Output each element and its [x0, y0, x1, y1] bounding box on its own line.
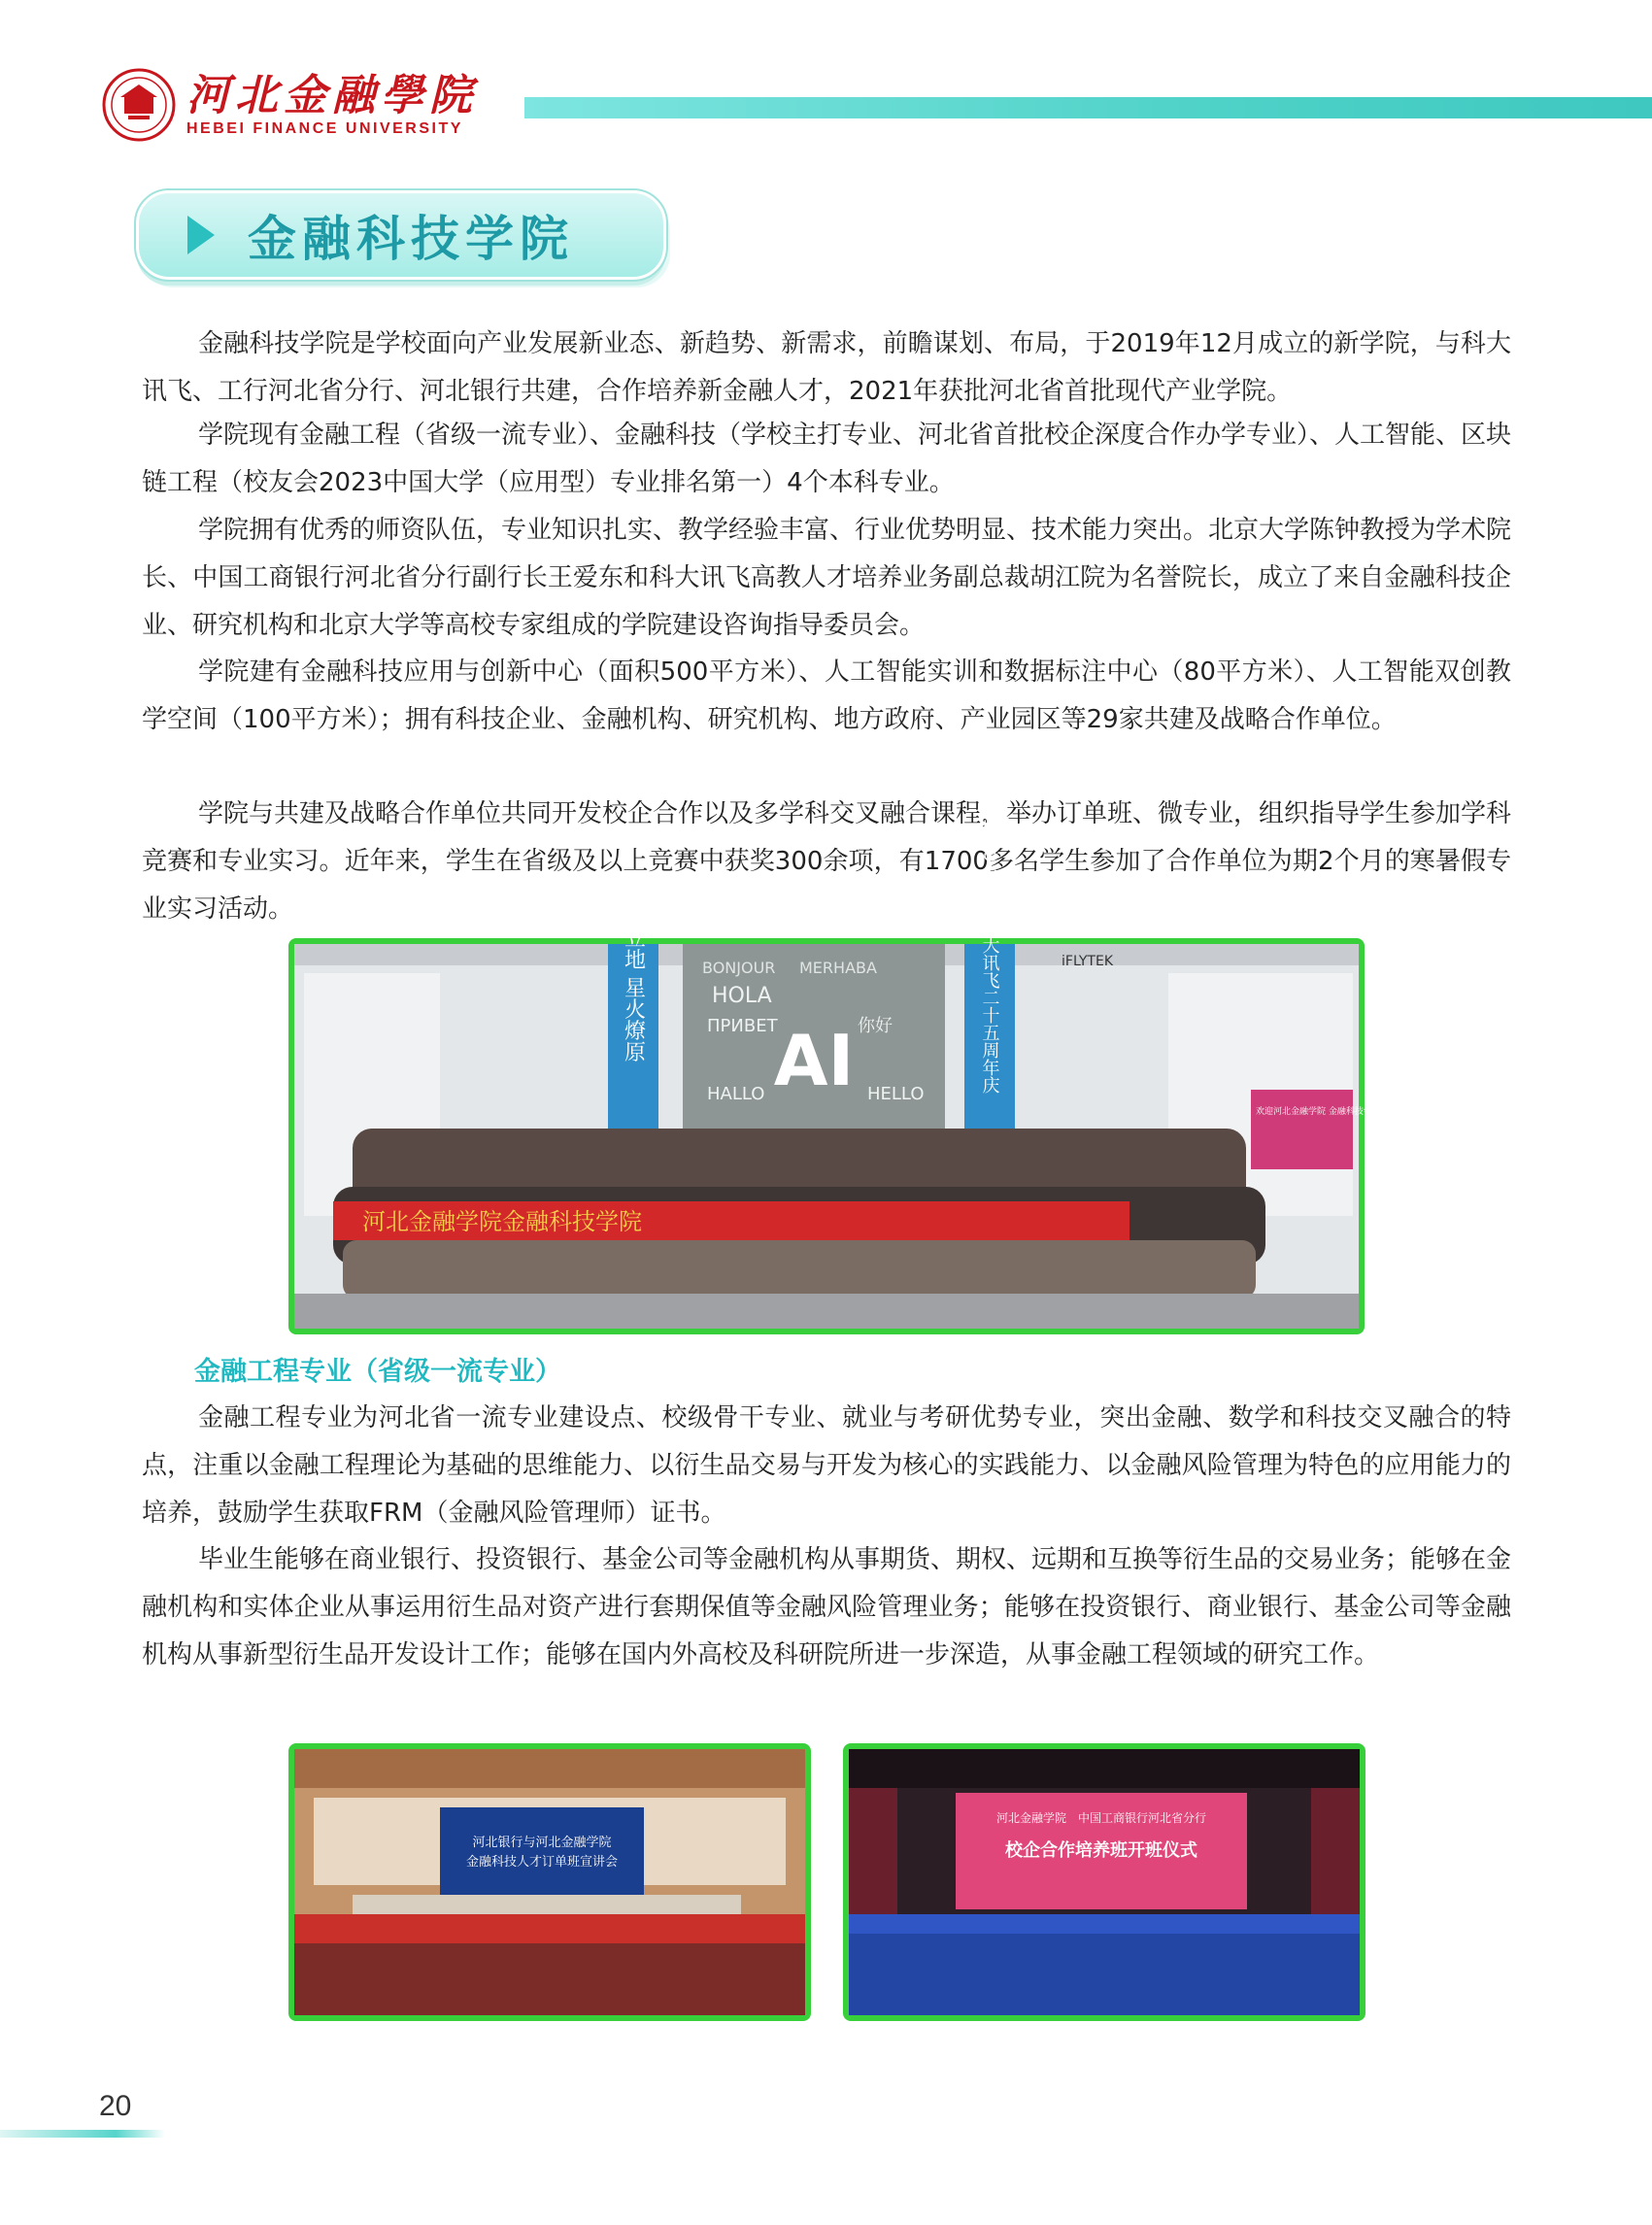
ai-letters: AI: [773, 1020, 855, 1101]
logo-english-name: HEBEI FINANCE UNIVERSITY: [186, 120, 463, 137]
ceremony-photo-icbc: [843, 1743, 1365, 2021]
brand-label: iFLYTEK: [1062, 954, 1114, 969]
wall-word: ПРИВЕТ: [707, 1016, 778, 1036]
screen-line1: 河北金融学院 中国工商银行河北省分行: [995, 1811, 1207, 1825]
section-title: 金融科技学院: [248, 211, 574, 267]
play-arrow-icon: [187, 216, 215, 254]
banner-left-text: 顶天立地 星火燎原: [621, 884, 646, 1062]
footer-accent-line: [0, 2130, 165, 2138]
screen-text: 欢迎河北金融学院 金融科技学院师生: [1256, 1107, 1399, 1117]
page-number: 20: [99, 2090, 132, 2122]
projection-screen: [440, 1807, 644, 1895]
lecture-photo-hebei-bank: [288, 1743, 811, 2021]
university-logo: [101, 66, 478, 144]
screen-line2: 金融科技人才订单班宣讲会: [465, 1855, 619, 1870]
paragraph-majors: 学院现有金融工程（省级一流专业）、金融科技（学校主打专业、河北省首批校企深度合作办学专业）、人工智能、区块链工程（校友会2023中国大学（应用型）专业排名第一）4个本科专业。: [142, 421, 1512, 497]
wall-word: HELLO: [867, 1084, 925, 1104]
section-title-pill: [136, 190, 666, 280]
wall-word: BONJOUR: [702, 959, 776, 977]
header-accent-bar: [524, 97, 1652, 118]
wall-word: 你好: [858, 1016, 893, 1036]
paragraph-intro: 金融科技学院是学校面向产业发展新业态、新趋势、新需求，前瞻谋划、布局，于2019年12月成立的新学院，与科大讯飞、工行河北省分行、河北银行共建，合作培养新金融人才，2021年获批河北省首批现代产业学院。: [142, 329, 1511, 406]
paragraph-fe-careers: 毕业生能够在商业银行、投资银行、基金公司等金融机构从事期货、期权、远期和互换等衍生品的交易业务；能够在金融机构和实体企业从事运用衍生品对资产进行套期保值等金融风险管理业务；能够在投资银行、商业银行、基金公司等金融机构从事新型衍生品开发设计工作；能够在国内外高校及科研院所进一步深造，从事金融工程领域的研究工作。: [142, 1545, 1512, 1669]
banner-right-text: 1999-2024 科大讯飞二十五周年庆: [979, 818, 1000, 1094]
subsection-title: 金融工程专业（省级一流专业）: [194, 1357, 561, 1387]
paragraph-facilities: 学院建有金融科技应用与创新中心（面积500平方米）、人工智能实训和数据标注中心（80平方米）、人工智能双创教学空间（100平方米）；拥有科技企业、金融机构、研究机构、地方政府、产业园区等29家共建及战略合作单位。: [142, 657, 1511, 734]
logo-chinese-name: 河北金融學院: [186, 71, 478, 120]
paragraph-faculty: 学院拥有优秀的师资队伍，专业知识扎实、教学经验丰富、行业优势明显、技术能力突出。北京大学陈钟教授为学术院长、中国工商银行河北省分行副行长王爱东和科大讯飞高教人才培养业务副总裁胡江院为名誉院长，成立了来自金融科技企业、研究机构和北京大学等高校专家组成的学院建设咨询指导委员会。: [142, 516, 1512, 640]
wall-word: MERHABA: [799, 959, 877, 977]
university-seal-icon: [101, 67, 177, 143]
wall-word: HALLO: [707, 1084, 765, 1104]
screen-line2: 校企合作培养班开班仪式: [1005, 1840, 1197, 1861]
red-banner-text: 河北金融学院金融科技学院: [362, 1208, 642, 1235]
wall-word: HOLA: [712, 984, 772, 1008]
paragraph-cooperation: 学院与共建及战略合作单位共同开发校企合作以及多学科交叉融合课程，举办订单班、微专业，组织指导学生参加学科竞赛和专业实习。近年来，学生在省级及以上竞赛中获奖300余项，有1700多名学生参加了合作单位为期2个月的寒暑假专业实习活动。: [142, 799, 1512, 924]
paragraph-fe-intro: 金融工程专业为河北省一流专业建设点、校级骨干专业、就业与考研优势专业，突出金融、数学和科技交叉融合的特点，注重以金融工程理论为基础的思维能力、以衍生品交易与开发为核心的实践能力、以金融风险管理为特色的应用能力的培养，鼓励学生获取FRM（金融风险管理师）证书。: [142, 1403, 1511, 1528]
screen-line1: 河北银行与河北金融学院: [472, 1836, 612, 1850]
welcome-screen: [1251, 1090, 1353, 1169]
